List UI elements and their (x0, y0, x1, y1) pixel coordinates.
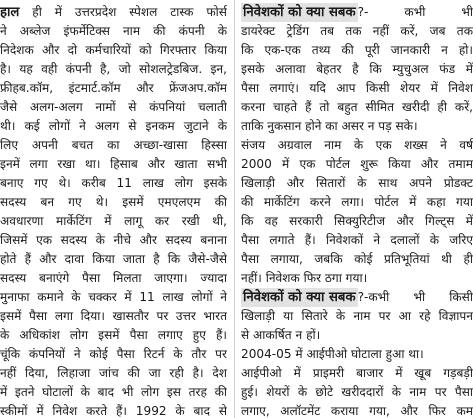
article-line: इसमें पैसा लगा दिया। खासतौर पर उत्तर भारत (0, 309, 227, 323)
article-line: पैसा लगाएं। यदि आप किसी शेयर में निवेश (241, 81, 473, 95)
article-line: संजय अग्रवाल नाम के एक शख्स ने वर्ष (241, 138, 473, 152)
article-line: कि वह सरकारी सिक्युरिटीज और गिल्ट्स में (241, 214, 473, 228)
article-line: होते हैं और दावा किया जाता है कि जैसे-जैसे (0, 252, 227, 266)
article-line: हाल ही में उत्तरप्रदेश स्पेशल टास्क फोर्स (0, 5, 227, 20)
article-line: आईपीओ में प्राइमरी बाजार में खूब गड़बड़ी (241, 366, 473, 380)
article-line: कि एक-एक तथ्य की पूरी जानकारी न हो। (241, 43, 473, 57)
article-line: 2000 में एक पोर्टल शुरू किया और तमाम (241, 157, 473, 171)
article-line: इनमें लगा रखा था। हिसाब और खाता सभी (0, 157, 227, 171)
article-line: लिए अपनी बचत का अच्छा-खासा हिस्सा (0, 138, 227, 152)
drop-cap-lead: हाल (0, 5, 20, 20)
article-line: खिलाड़ी और सितारों के साथ अपने प्रोडक्ट (241, 176, 473, 190)
article-line: स्कीमों में निवेश करते हैं। 1992 के बाद से (0, 404, 227, 418)
article-line: थी। कई लोगों ने अलग से इनकम जुटाने के (0, 119, 227, 133)
column-divider (234, 0, 235, 418)
article-line: चूंकि कंपनियों ने कोई पैसा रिटर्न के तौर पर (0, 347, 227, 361)
section-heading-line: निवेशकों को क्या सबक ?-कभी भी किसी (243, 290, 473, 305)
article-line: जैसे अलग-अलग नामों से कंपनियां चलाती (0, 100, 227, 114)
article-line: हुई। शेयरों के छोटे खरीददारों के नाम पर पैसा (241, 385, 473, 399)
article-line: से आकर्षित न हों। (241, 328, 321, 342)
article-line: नहीं दिया, लिहाजा जांच की जा रही है। देश (0, 366, 227, 380)
article-line: पैसा लगाते हैं। निवेशकों ने दलालों के जरिए (241, 233, 473, 247)
article-line: पैसा लगाया, जबकि कोई प्रतिभूतियां थी ही (241, 252, 473, 266)
article-line: करना चाहते हैं तो बहुत सीमित खरीदी ही करें, (241, 100, 473, 114)
article-line: लगाए, अलॉटमेंट कराया गया, और फिर कम (241, 404, 473, 418)
article-line: 2004-05 में आईपीओ घोटाला हुआ था। (241, 347, 424, 361)
section-heading: निवेशकों को क्या सबक (243, 5, 356, 20)
article-line: के अधिकांश लोग इसमें पैसा लगाए हुए हैं। (0, 328, 227, 342)
article-line: खिलाड़ी या सितारे के नाम पर आ रहे विज्ञापन (241, 309, 473, 323)
article-line: में इतने घोटालों के बाद भी लोग इस तरह की (0, 385, 227, 399)
article-line: जिसमें एक सदस्य के नीचे और सदस्य बनाना (0, 233, 227, 247)
article-line: इसके अलावा बेहतर है कि म्युचुअल फंड में (241, 62, 473, 76)
left-column (0, 0, 227, 418)
article-line: बनाए गए थे। करीब 11 लाख लोग इसके (0, 176, 227, 190)
article-line: की मार्केटिंग करने लगा। पोर्टल में कहा गया (241, 195, 473, 209)
section-heading-line: निवेशकों को क्या सबक ?- कभी भी (243, 5, 473, 20)
article-line: डायरेक्ट ट्रेडिंग तब तक नहीं करें, जब तक (241, 24, 473, 38)
article-line: ने अब्लेज इंफर्मेटिक्स नाम की कंपनी के (0, 24, 227, 38)
article-line: नहीं। निवेशक फिर ठगा गया। (241, 271, 368, 285)
article-line: निदेशक और दो कर्मचारियों को गिरफ्तार किया (0, 43, 227, 57)
article-line: अवधारणा मार्केटिंग में लागू कर रखी थी, (0, 214, 227, 228)
article-line: फ्रीहब.कॉम, इंटमार्ट.कॉम और फ्रेंजअप.कॉम (0, 81, 227, 95)
article-line: मुनाफा कमाने के चक्कर में 11 लाख लोगों ने (0, 290, 227, 304)
article-line: ताकि नुकसान होने का असर न पड़ सके। (241, 119, 418, 133)
article-line: सदस्य बन गए थे। इसमें एमएलएम की (0, 195, 227, 209)
right-column (241, 0, 473, 418)
article-line: है। यह वही कंपनी है, जो सोशलट्रेडबिज. इन, (0, 62, 227, 76)
section-heading: निवेशकों को क्या सबक (243, 290, 356, 305)
article-line: सदस्य बनाएंगे पैसा मिलता जाएगा। ज्यादा (0, 271, 227, 285)
